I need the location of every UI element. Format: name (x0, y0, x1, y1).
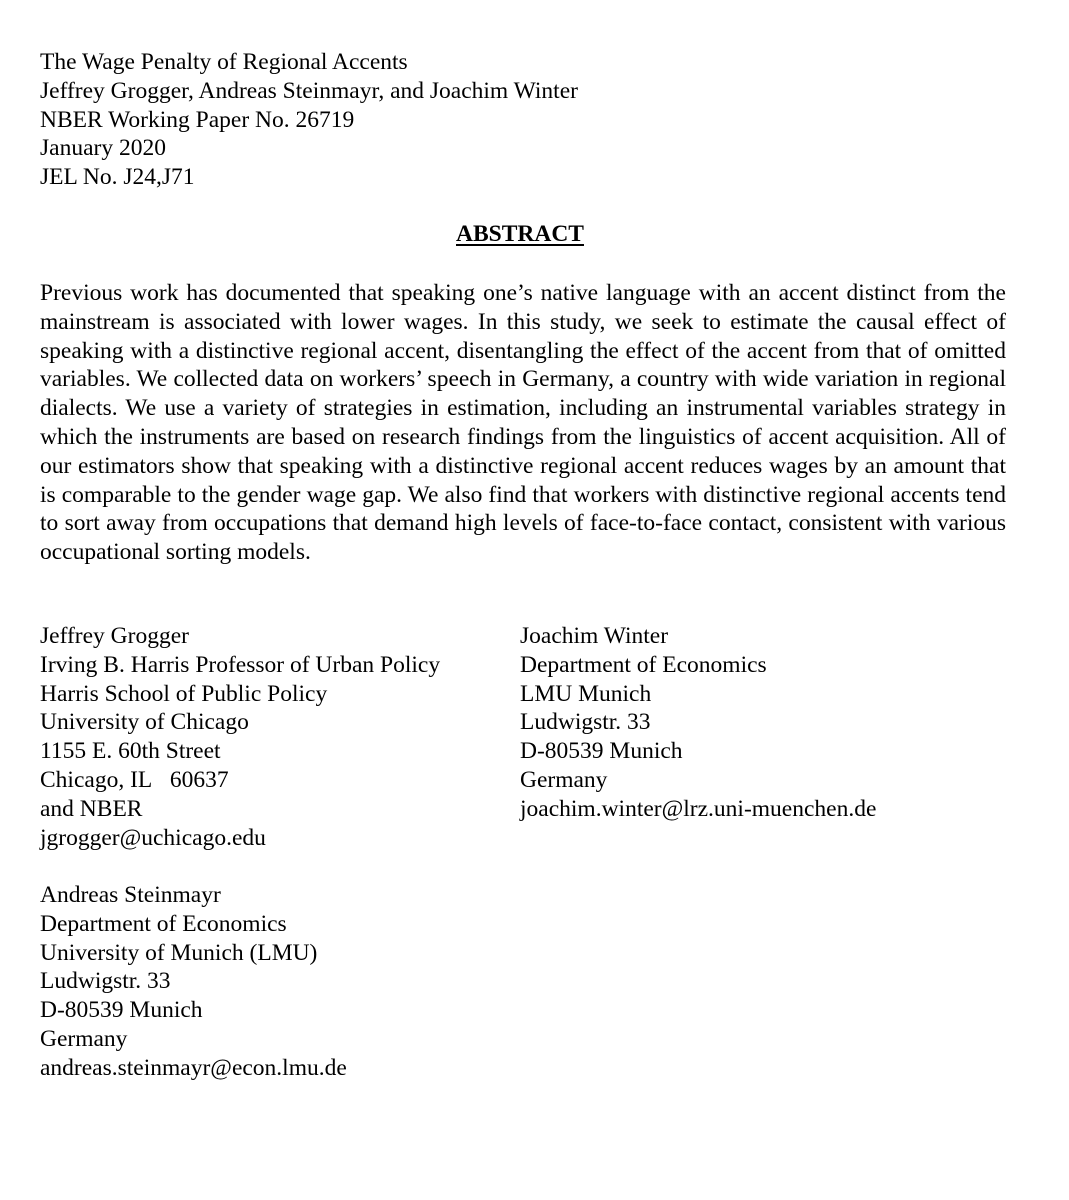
address-line: Germany (40, 1025, 128, 1052)
address-line: Chicago, IL 60637 (40, 766, 229, 793)
address-line: D-80539 Munich (520, 738, 683, 765)
author-address-grogger (40, 622, 440, 852)
address-line: LMU Munich (520, 680, 652, 707)
address-line: Ludwigstr. 33 (40, 968, 171, 995)
address-line: and NBER (40, 795, 143, 822)
author-address-winter (520, 622, 876, 824)
paper-series: NBER Working Paper No. 26719 (40, 106, 355, 133)
address-line: Harris School of Public Policy (40, 680, 328, 707)
address-line: Germany (520, 766, 608, 793)
address-line: D-80539 Munich (40, 997, 203, 1024)
author-email: joachim.winter@lrz.uni-muenchen.de (520, 795, 877, 822)
address-line: Irving B. Harris Professor of Urban Policy (40, 651, 441, 678)
address-line: University of Munich (LMU) (40, 939, 318, 966)
address-line: Ludwigstr. 33 (520, 709, 651, 736)
paper-header (40, 48, 1020, 192)
author-email: jgrogger@uchicago.edu (40, 824, 266, 851)
abstract-text: Previous work has documented that speaking one’s native language with an accent distinct from the mainstream is associated with lower wages. In this study, we seek to estimate the causal effect of speaking with a distinctive regional accent, disentangling the effect of the accent from that of omitted variables. We collected data on workers’ speech in Germany, a country with wide variation in regional dialects. We use a variety of strategies in estimation, including an instrumental variables strategy in which the instruments are based on research findings from the linguistics of accent acquisition. All of our estimators show that speaking with a distinctive regional accent reduces wages by an amount that is comparable to the gender wage gap. We also find that workers with distinctive regional accents tend to sort away from occupations that demand high levels of face-to-face contact, consistent with various occupational sorting models. (40, 280, 1006, 566)
paper-authors: Jeffrey Grogger, Andreas Steinmayr, and Joachim Winter (40, 77, 578, 104)
author-email: andreas.steinmayr@econ.lmu.de (40, 1054, 347, 1081)
address-line: Department of Economics (520, 651, 767, 678)
paper-date: January 2020 (40, 135, 166, 162)
author-address-steinmayr (40, 881, 347, 1083)
address-line: Joachim Winter (520, 623, 669, 649)
address-line: 1155 E. 60th Street (40, 738, 221, 765)
address-line: University of Chicago (40, 709, 249, 736)
paper-jel-codes: JEL No. J24,J71 (40, 164, 195, 191)
address-line: Department of Economics (40, 910, 287, 937)
paper-title: The Wage Penalty of Regional Accents (40, 49, 408, 75)
abstract-heading: ABSTRACT (456, 221, 584, 247)
address-line: Jeffrey Grogger (40, 623, 189, 649)
address-line: Andreas Steinmayr (40, 882, 221, 908)
